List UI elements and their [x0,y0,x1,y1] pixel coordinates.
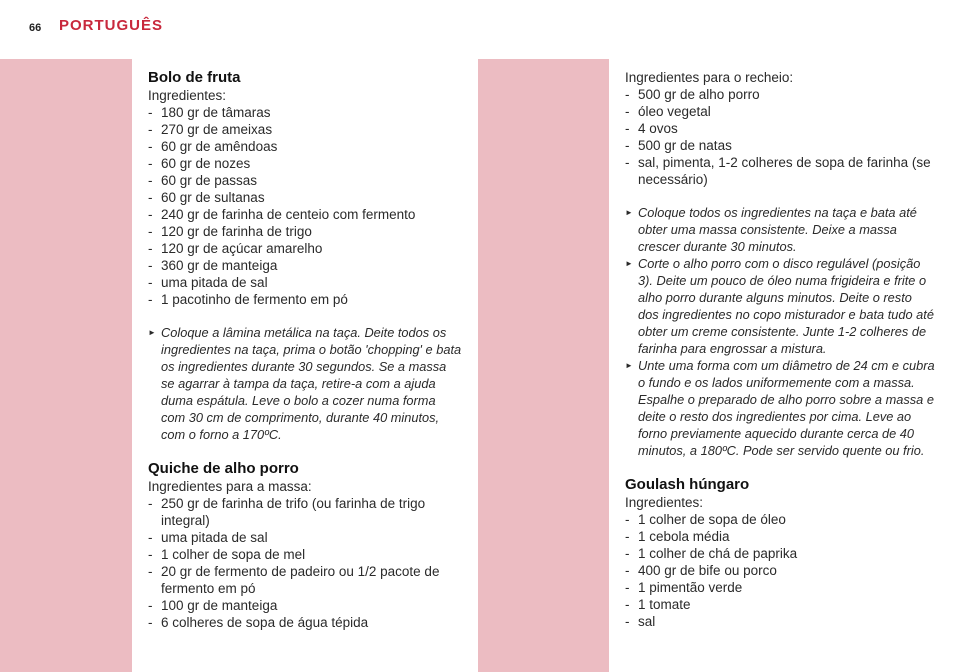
step-item [625,204,935,255]
ingredients-label: Ingredientes para o recheio: [625,70,794,85]
ingredient-item: - 1 cebola média [625,528,935,545]
recipe-title-goulash: Goulash húngaro [625,476,750,493]
steps-list-quiche [625,204,935,459]
step-text: Unte uma forma com um diâmetro de 24 cm e cubra o fundo e os lados uniformemente com a massa. Espalhe o preparado de alho porro sobre a massa e deite o resto dos ingredientes por cima. Leve ao forno previamente aquecido durante cerca de 40 minutos, a 180ºC. Pode ser servido quente ou frio. [638,358,935,458]
ingredient-item: - 4 ovos [625,120,935,137]
step-item [148,324,463,443]
ingredient-item: - 1 pimentão verde [625,579,935,596]
ingredient-item: - 1 pacotinho de fermento em pó [148,291,463,308]
ingredient-item: - 1 tomate [625,596,935,613]
ingredient-item: - 1 colher de chá de paprika [625,545,935,562]
triangle-bullet-icon: ► [148,328,156,337]
ingredient-item: - 20 gr de fermento de padeiro ou 1/2 pacote de fermento em pó [148,563,463,597]
ingredient-list-quiche-filling [625,86,935,188]
ingredient-item: - 60 gr de passas [148,172,463,189]
recipe-title-quiche: Quiche de alho porro [148,460,299,477]
triangle-bullet-icon: ► [625,208,633,217]
step-item [625,357,935,459]
ingredient-item: - 400 gr de bife ou porco [625,562,935,579]
ingredient-item: - 250 gr de farinha de trifo (ou farinha de trigo integral) [148,495,463,529]
left-column [148,69,463,631]
triangle-bullet-icon: ► [625,259,633,268]
ingredient-item: - 60 gr de nozes [148,155,463,172]
ingredients-label: Ingredientes para a massa: [148,479,312,494]
middle-margin-bar [478,59,609,672]
ingredient-item: - 240 gr de farinha de centeio com fermento [148,206,463,223]
triangle-bullet-icon: ► [625,361,633,370]
ingredient-item: - 500 gr de alho porro [625,86,935,103]
ingredient-item: - 60 gr de sultanas [148,189,463,206]
ingredient-list-goulash [625,511,935,630]
ingredients-label: Ingredientes: [148,88,227,103]
ingredient-item: - 120 gr de farinha de trigo [148,223,463,240]
ingredient-item: - sal [625,613,935,630]
ingredients-label: Ingredientes: [625,495,704,510]
ingredient-item: - 100 gr de manteiga [148,597,463,614]
ingredient-item: - óleo vegetal [625,103,935,120]
ingredient-item: - 360 gr de manteiga [148,257,463,274]
ingredient-item: - 500 gr de natas [625,137,935,154]
ingredient-list-bolo [148,104,463,308]
step-item [625,255,935,357]
ingredient-item: - 6 colheres de sopa de água tépida [148,614,463,631]
language-header: PORTUGUÊS [59,17,164,34]
ingredient-item: - 120 gr de açúcar amarelho [148,240,463,257]
ingredient-item: - sal, pimenta, 1-2 colheres de sopa de farinha (se necessário) [625,154,935,188]
ingredient-list-quiche-dough [148,495,463,631]
recipe-title-bolo: Bolo de fruta [148,69,241,86]
right-column [625,69,935,630]
ingredient-item: - 60 gr de amêndoas [148,138,463,155]
step-text: Coloque todos os ingredientes na taça e bata até obter uma massa consistente. Deixe a massa crescer durante 30 minutos. [638,205,917,254]
steps-list-bolo [148,324,463,443]
ingredient-item: - uma pitada de sal [148,274,463,291]
ingredient-item: - 180 gr de tâmaras [148,104,463,121]
ingredient-item: - 1 colher de sopa de mel [148,546,463,563]
ingredient-item: - 270 gr de ameixas [148,121,463,138]
step-text: Corte o alho porro com o disco regulável (posição 3). Deite um pouco de óleo numa frigideira e frite o alho porro durante alguns minutos. Deite o resto dos ingredientes no copo misturador e bata tudo até obter um creme consistente. Junte 1-2 colheres de farinha para engrossar a mistura. [638,256,934,356]
left-margin-bar [0,59,132,672]
step-text: Coloque a lâmina metálica na taça. Deite todos os ingredientes na taça, prima o botão 'chopping' e bata os ingredientes durante 30 segundos. Se a massa se agarrar à tampa da taça, retire-a com a ajuda duma espátula. Leve o bolo a cozer numa forma com 30 cm de comprimento, durante 40 minutos, com o forno a 170ºC. [161,325,462,442]
ingredient-item: - 1 colher de sopa de óleo [625,511,935,528]
page-number: 66 [29,22,42,34]
ingredient-item: - uma pitada de sal [148,529,463,546]
